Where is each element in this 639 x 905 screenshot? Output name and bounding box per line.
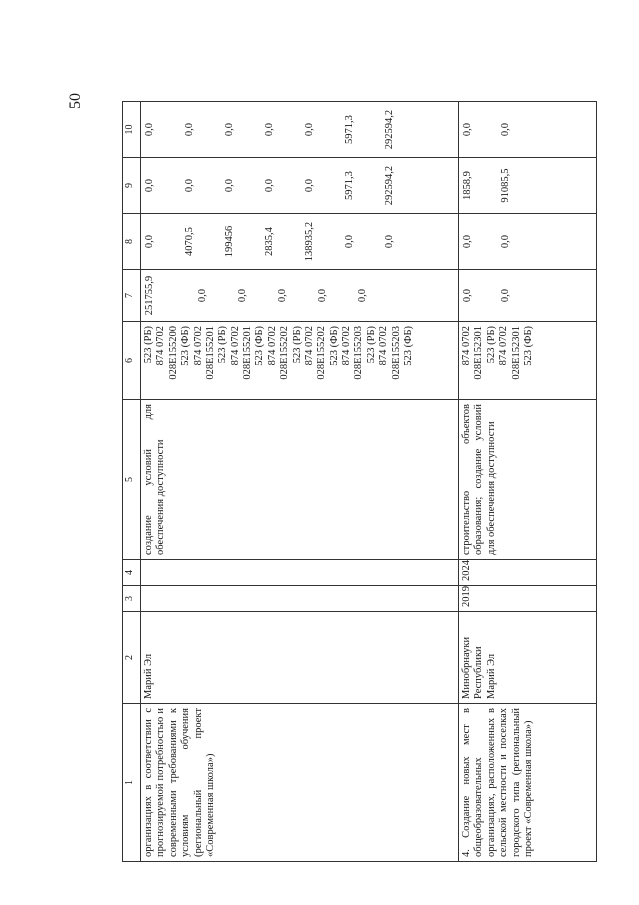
amount-value: 4070,5 bbox=[184, 227, 195, 256]
table-row bbox=[141, 102, 459, 862]
amount-value: 0,0 bbox=[144, 234, 155, 249]
amount-value: 0,0 bbox=[264, 178, 275, 193]
amount-value: 91085,5 bbox=[500, 168, 511, 203]
code-line: 028E155201 bbox=[204, 326, 216, 380]
code-line: 874 0702 bbox=[303, 326, 315, 366]
amount-value: 0,0 bbox=[500, 234, 511, 249]
budget-codes bbox=[459, 322, 597, 400]
amount-col7 bbox=[459, 270, 597, 322]
code-line: 874 0702 bbox=[266, 326, 278, 366]
start-year-cell bbox=[141, 586, 459, 612]
amount-value: 0,0 bbox=[462, 234, 473, 249]
budget-codes bbox=[141, 322, 459, 400]
amount-value: 138935,2 bbox=[304, 221, 315, 262]
amount-value: 0,0 bbox=[144, 122, 155, 137]
header-cell-1: 1 bbox=[123, 704, 141, 862]
header-cell-7: 7 bbox=[123, 270, 141, 322]
table-row bbox=[459, 102, 597, 862]
rotated-table-sheet bbox=[122, 102, 597, 862]
measure-description: 4. Создание новых мест в общеобразовательных организациях, расположенных в сельской местности и поселках городского типа (региональный проект «Современная школа») bbox=[459, 704, 597, 862]
amount-col8 bbox=[141, 214, 459, 270]
code-line: 523 (ФБ) bbox=[254, 326, 266, 366]
amount-col8 bbox=[459, 214, 597, 270]
amount-value: 0,0 bbox=[317, 288, 328, 303]
amount-col10 bbox=[141, 102, 459, 158]
amount-value: 0,0 bbox=[237, 288, 248, 303]
header-cell-9: 9 bbox=[123, 158, 141, 214]
end-year-cell: 2024 bbox=[459, 560, 597, 586]
amount-col9 bbox=[459, 158, 597, 214]
header-cell-10: 10 bbox=[123, 102, 141, 158]
header-cell-2: 2 bbox=[123, 612, 141, 704]
code-line: 523 (ФБ) bbox=[180, 326, 192, 366]
code-line: 874 0702 bbox=[498, 326, 510, 366]
amount-value: 199456 bbox=[224, 225, 235, 258]
amount-value: 0,0 bbox=[462, 122, 473, 137]
code-line: 028E152301 bbox=[510, 326, 522, 380]
executor-cell: Минобрнауки Республики Марий Эл bbox=[459, 612, 597, 704]
amount-value: 0,0 bbox=[224, 178, 235, 193]
amount-value: 0,0 bbox=[500, 122, 511, 137]
amount-value: 0,0 bbox=[304, 178, 315, 193]
measure-description: организациях в соответствии с прогнозируемой потребностью и современными требованиями к условиям обучения (региональный проект «Современная школа») bbox=[141, 704, 459, 862]
code-line: 523 (РБ) bbox=[365, 326, 377, 364]
amount-value: 0,0 bbox=[357, 288, 368, 303]
amount-value: 0,0 bbox=[224, 122, 235, 137]
page-number: 50 bbox=[67, 93, 84, 109]
start-year-cell: 2019 bbox=[459, 586, 597, 612]
amount-value: 5971,3 bbox=[344, 171, 355, 200]
code-line: 028E152301 bbox=[473, 326, 485, 380]
code-line: 523 (ФБ) bbox=[328, 326, 340, 366]
amount-value: 0,0 bbox=[462, 288, 473, 303]
code-line: 523 (ФБ) bbox=[522, 326, 534, 366]
result-description: создание условий для обеспечения доступности bbox=[141, 400, 459, 560]
amount-value: 292594,2 bbox=[384, 165, 395, 206]
code-line: 874 0702 bbox=[229, 326, 241, 366]
header-cell-4: 4 bbox=[123, 560, 141, 586]
amount-value: 0,0 bbox=[184, 178, 195, 193]
code-line: 523 (РБ) bbox=[217, 326, 229, 364]
end-year-cell bbox=[141, 560, 459, 586]
amount-value: 292594,2 bbox=[384, 109, 395, 150]
executor-cell: Марий Эл bbox=[141, 612, 459, 704]
amount-value: 0,0 bbox=[277, 288, 288, 303]
header-row bbox=[123, 102, 141, 862]
code-line: 523 (РБ) bbox=[485, 326, 497, 364]
code-line: 523 (РБ) bbox=[291, 326, 303, 364]
code-line: 874 0702 bbox=[155, 326, 167, 366]
budget-table bbox=[122, 101, 597, 862]
code-line: 028E155203 bbox=[390, 326, 402, 380]
code-line: 028E155202 bbox=[316, 326, 328, 380]
amount-value: 0,0 bbox=[144, 178, 155, 193]
amount-value: 0,0 bbox=[184, 122, 195, 137]
code-line: 028E155202 bbox=[279, 326, 291, 380]
result-description: строительство объектов образования; создание условий для обеспечения доступности bbox=[459, 400, 597, 560]
code-line: 523 (ФБ) bbox=[402, 326, 414, 366]
amount-value: 0,0 bbox=[344, 234, 355, 249]
amount-value: 1858,9 bbox=[462, 171, 473, 200]
amount-col10 bbox=[459, 102, 597, 158]
header-cell-8: 8 bbox=[123, 214, 141, 270]
amount-col7 bbox=[141, 270, 459, 322]
amount-value: 0,0 bbox=[384, 234, 395, 249]
code-line: 028E155203 bbox=[353, 326, 365, 380]
amount-col9 bbox=[141, 158, 459, 214]
amount-value: 0,0 bbox=[304, 122, 315, 137]
amount-value: 251755,9 bbox=[144, 275, 155, 316]
header-cell-6: 6 bbox=[123, 322, 141, 400]
code-line: 874 0702 bbox=[461, 326, 472, 366]
code-line: 028E155200 bbox=[167, 326, 179, 380]
header-cell-5: 5 bbox=[123, 400, 141, 560]
code-line: 874 0702 bbox=[378, 326, 390, 366]
amount-value: 0,0 bbox=[264, 122, 275, 137]
amount-value: 5971,3 bbox=[344, 115, 355, 144]
amount-value: 2835,4 bbox=[264, 227, 275, 256]
code-line: 874 0702 bbox=[192, 326, 204, 366]
code-line: 028E155201 bbox=[242, 326, 253, 380]
amount-value: 0,0 bbox=[500, 288, 511, 303]
amount-value: 0,0 bbox=[197, 288, 208, 303]
header-cell-3: 3 bbox=[123, 586, 141, 612]
code-line: 874 0702 bbox=[341, 326, 352, 366]
code-line: 523 (РБ) bbox=[143, 326, 154, 364]
